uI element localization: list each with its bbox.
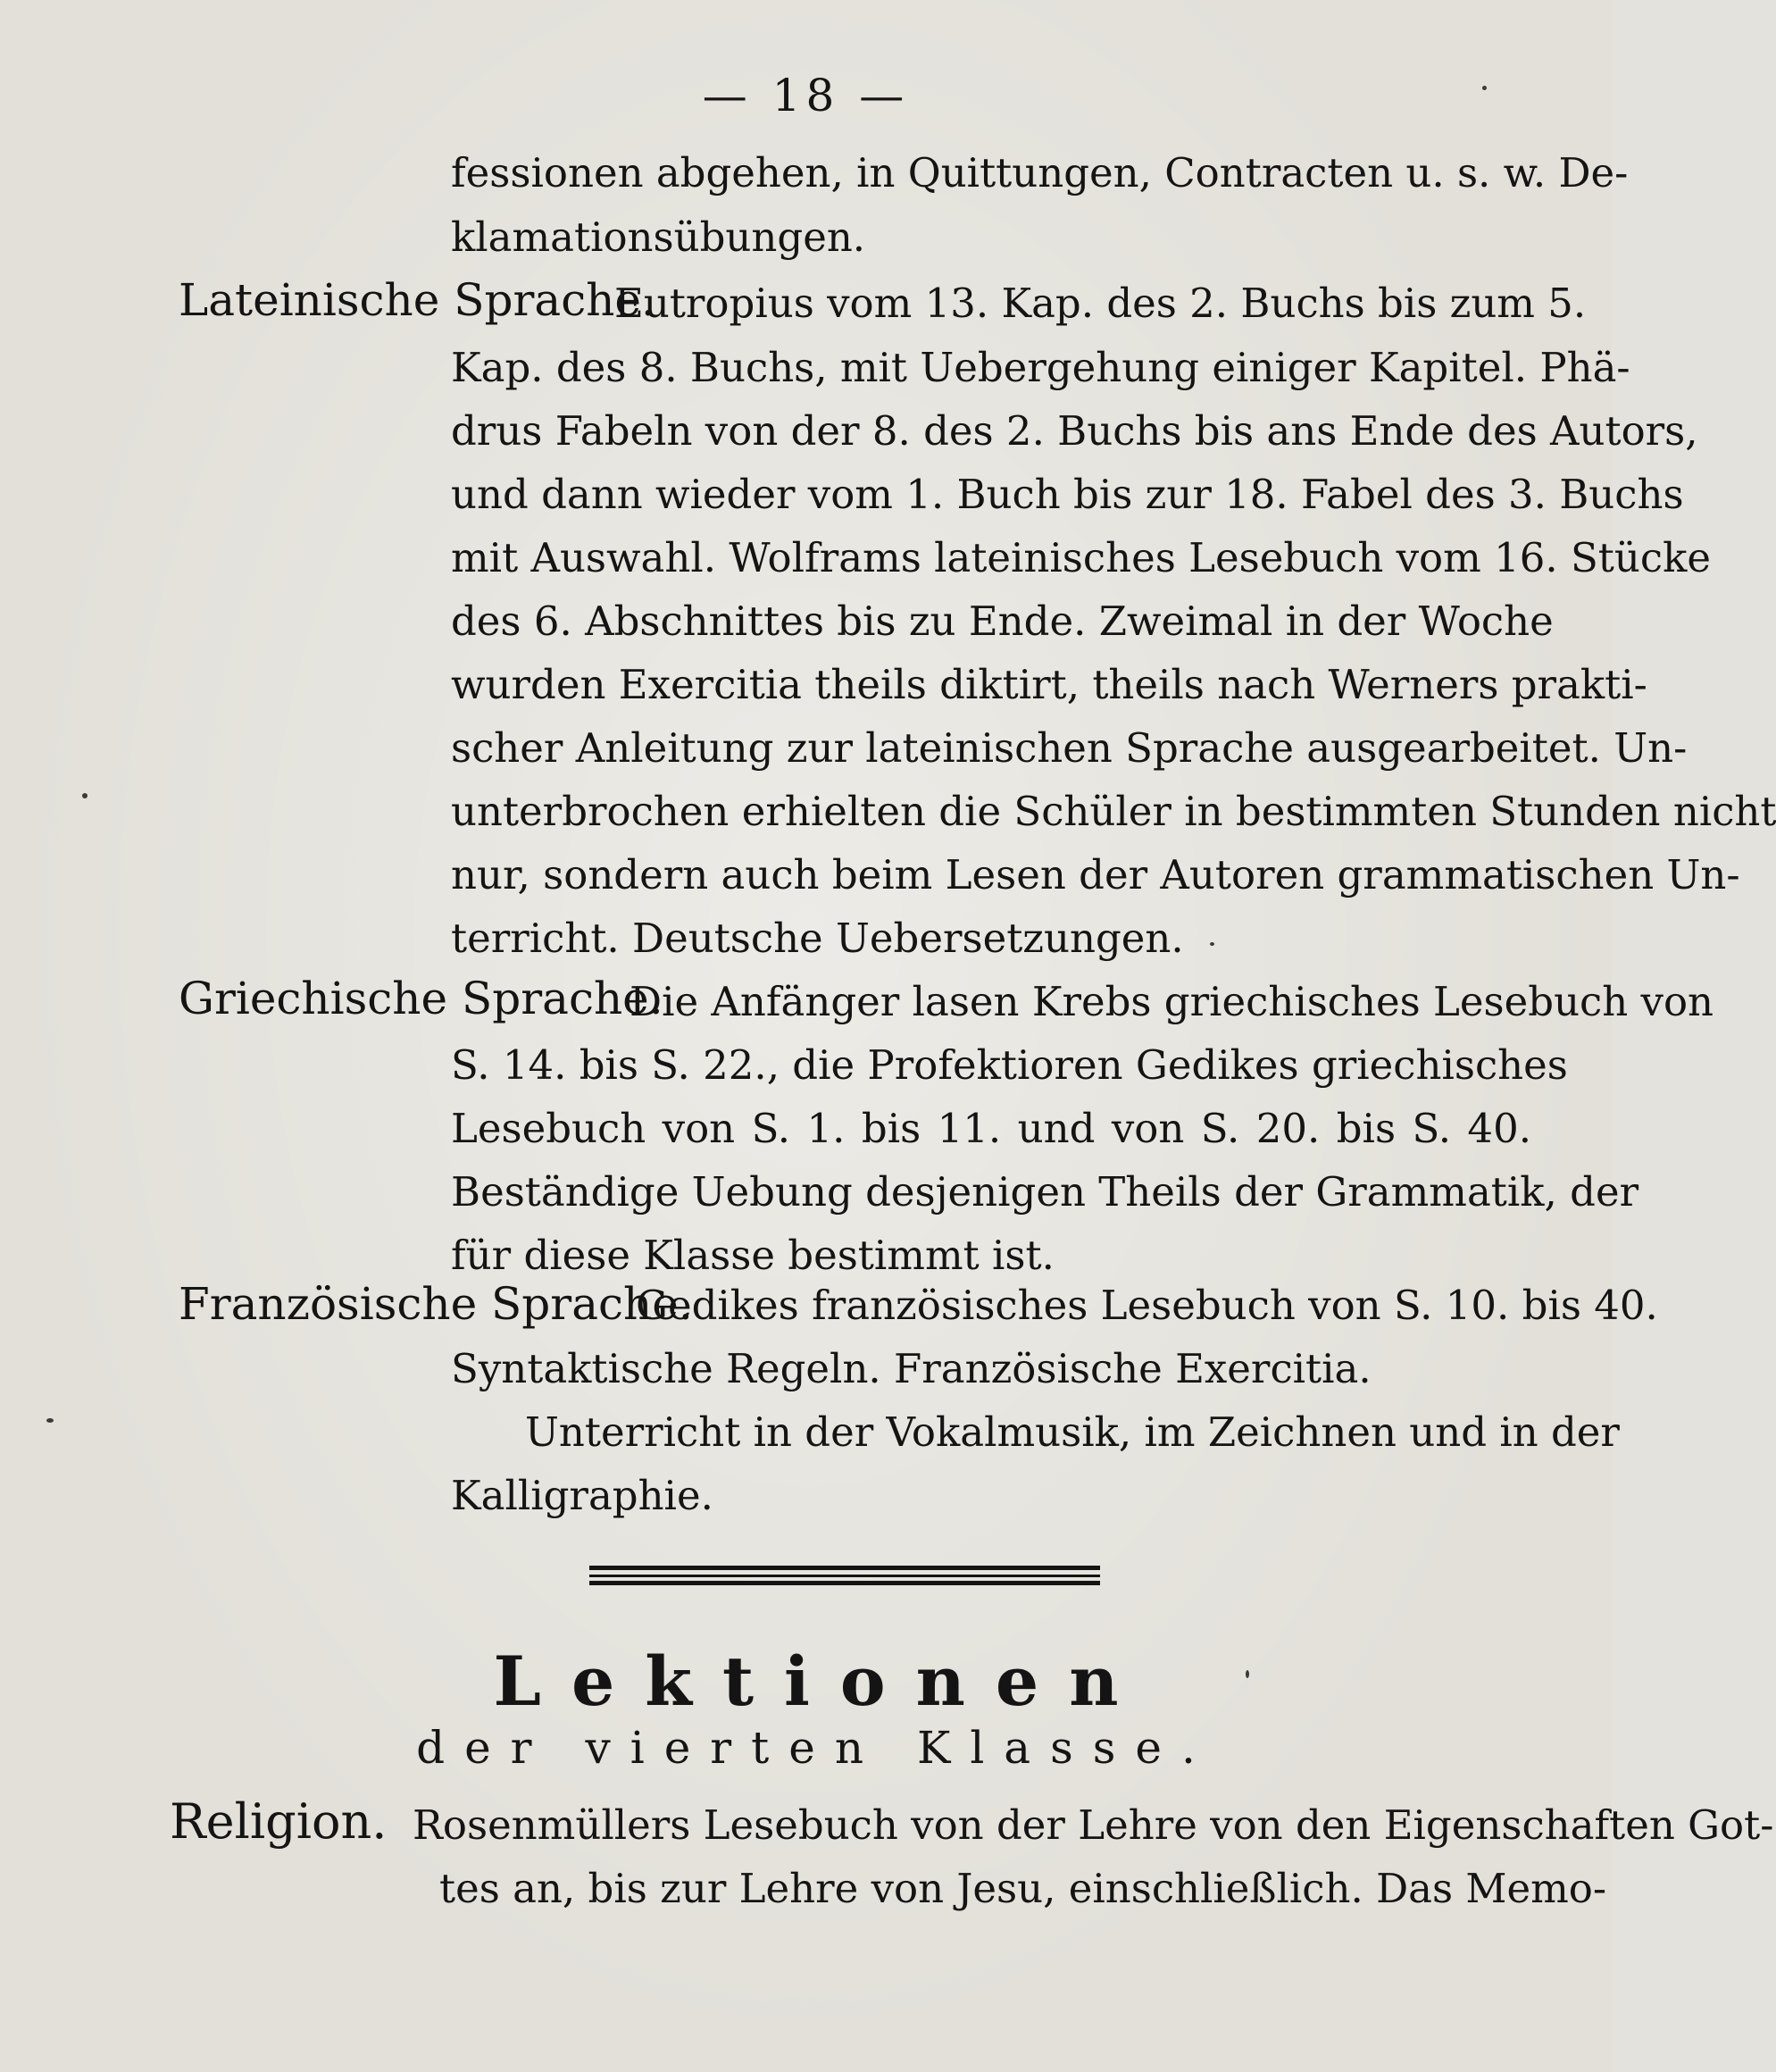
scan-speck xyxy=(82,793,88,798)
scan-speck xyxy=(1246,1670,1249,1678)
text-line: Die Anfänger lasen Krebs griechisches Lesebuch von xyxy=(630,978,1714,1025)
text-line: des 6. Abschnittes bis zu Ende. Zweimal in der Woche xyxy=(451,597,1554,645)
scan-speck xyxy=(46,1418,54,1423)
section-heading: Lektionen xyxy=(493,1642,1149,1721)
text-line: Kalligraphie. xyxy=(451,1472,713,1519)
section-subheading: der vierten Klasse. xyxy=(416,1722,1215,1774)
section-label-religion: Religion. xyxy=(170,1793,388,1850)
text-line: nur, sondern auch beim Lesen der Autoren grammatischen Un- xyxy=(451,851,1740,898)
text-line: und dann wieder vom 1. Buch bis zur 18. Fabel des 3. Buchs xyxy=(451,471,1684,518)
text-line: tes an, bis zur Lehre von Jesu, einschließlich. Das Memo- xyxy=(439,1865,1607,1912)
text-line: wurden Exercitia theils diktirt, theils nach Werners prakti- xyxy=(451,661,1647,708)
text-line: Unterricht in der Vokalmusik, im Zeichnen und in der xyxy=(525,1408,1620,1456)
text-line: klamationsübungen. xyxy=(451,213,866,261)
text-line: unterbrochen erhielten die Schüler in bestimmten Stunden nicht xyxy=(451,788,1776,835)
text-line: terricht. Deutsche Uebersetzungen. xyxy=(451,915,1184,962)
text-line: Gedikes französisches Lesebuch von S. 10. bis 40. xyxy=(636,1282,1658,1329)
section-label-greek: Griechische Sprache. xyxy=(179,973,663,1024)
section-label-french: Französische Sprache. xyxy=(179,1278,693,1330)
scan-speck xyxy=(1482,86,1487,90)
section-label-latin: Lateinische Sprache. xyxy=(179,274,655,326)
text-line: Syntaktische Regeln. Französische Exercitia. xyxy=(451,1345,1372,1392)
text-line: Beständige Uebung desjenigen Theils der Grammatik, der xyxy=(451,1168,1639,1216)
text-line: drus Fabeln von der 8. des 2. Buchs bis ans Ende des Autors, xyxy=(451,407,1698,455)
text-line: Kap. des 8. Buchs, mit Uebergehung einiger Kapitel. Phä- xyxy=(451,344,1630,391)
text-line: fessionen abgehen, in Quittungen, Contracten u. s. w. De- xyxy=(451,149,1629,196)
divider-rule xyxy=(589,1575,1100,1577)
text-line: scher Anleitung zur lateinischen Sprache ausgearbeitet. Un- xyxy=(451,724,1688,772)
text-line: S. 14. bis S. 22., die Profektioren Gedikes griechisches xyxy=(451,1041,1568,1089)
text-line: für diese Klasse bestimmt ist. xyxy=(451,1232,1055,1279)
page-number: — 18 — xyxy=(702,70,910,121)
text-line: Lesebuch von S. 1. bis 11. und von S. 20. bis S. 40. xyxy=(451,1105,1531,1152)
text-line: Rosenmüllers Lesebuch von der Lehre von den Eigenschaften Got- xyxy=(413,1801,1774,1849)
divider-rule xyxy=(589,1581,1100,1585)
scan-speck xyxy=(1210,942,1214,946)
divider-rule xyxy=(589,1566,1100,1570)
text-line: mit Auswahl. Wolframs lateinisches Lesebuch vom 16. Stücke xyxy=(451,534,1711,581)
text-line: Eutropius vom 13. Kap. des 2. Buchs bis zum 5. xyxy=(614,280,1587,327)
